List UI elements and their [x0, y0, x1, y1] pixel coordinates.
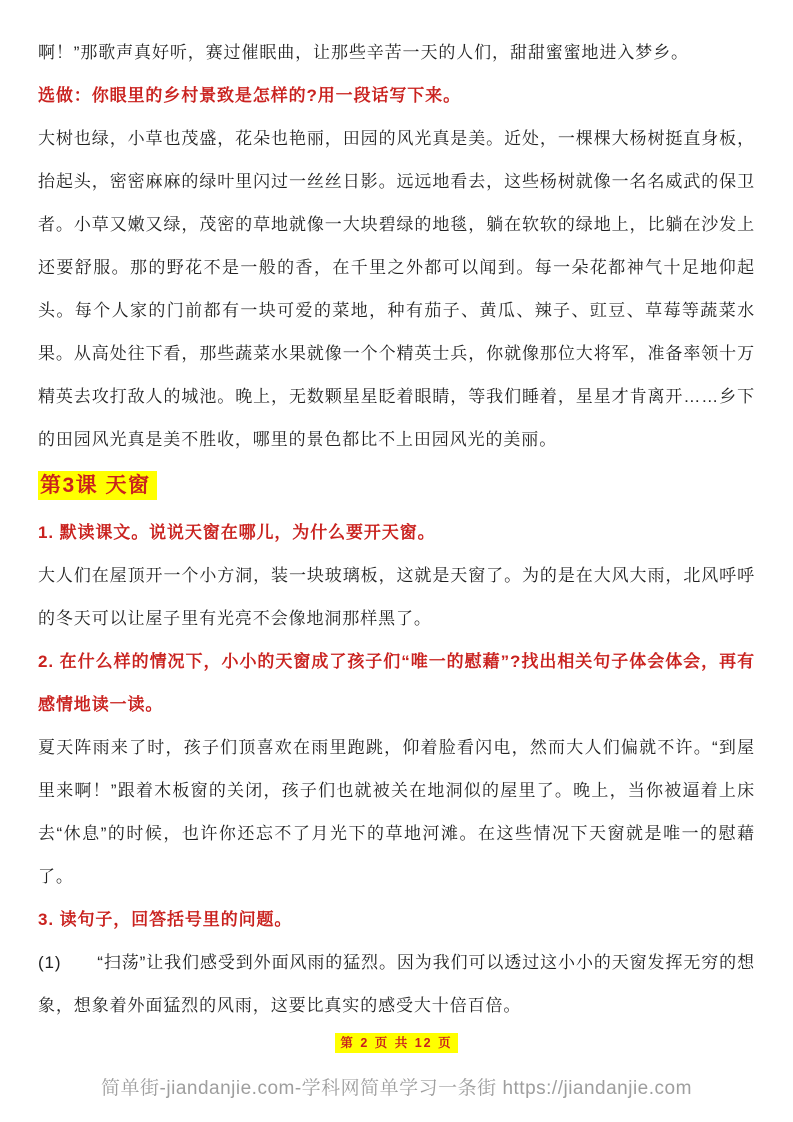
- answer-paragraph-skylight-where: 大人们在屋顶开一个小方洞，装一块玻璃板，这就是天窗了。为的是在大风大雨，北风呼呼的冬天可以让屋子里有光亮不会像地洞那样黑了。: [38, 566, 755, 628]
- question-optional-task: 选做：你眼里的乡村景致是怎样的?用一段话写下来。: [38, 86, 461, 105]
- lesson-header-row: [38, 463, 755, 510]
- answer-paragraph-song: 啊！”那歌声真好听，赛过催眠曲，让那些辛苦一天的人们，甜甜蜜蜜地进入梦乡。: [38, 43, 689, 62]
- page-number: 第 2 页 共 12 页: [335, 1033, 457, 1053]
- lesson-header: 第3课 天窗: [38, 471, 157, 500]
- question-3: 3. 读句子，回答括号里的问题。: [38, 910, 293, 929]
- question-1: 1. 默读课文。说说天窗在哪儿，为什么要开天窗。: [38, 523, 436, 542]
- page-footer-row: [0, 1033, 793, 1052]
- question-2: 2. 在什么样的情况下，小小的天窗成了孩子们“唯一的慰藉”?找出相关句子体会体会，再有感情地读一读。: [38, 652, 755, 714]
- answer-paragraph-countryside: 大树也绿，小草也茂盛，花朵也艳丽，田园的风光真是美。近处，一棵棵大杨树挺直身板，抬起头，密密麻麻的绿叶里闪过一丝丝日影。远远地看去，这些杨树就像一名名威武的保卫者。小草又嫩又绿，茂密的草地就像一大块碧绿的地毯，躺在软软的绿地上，比躺在沙发上还要舒服。那的野花不是一般的香，在千里之外都可以闻到。每一朵花都神气十足地仰起头。每个人家的门前都有一块可爱的菜地，种有茄子、黄瓜、辣子、豇豆、草莓等蔬菜水果。从高处往下看，那些蔬菜水果就像一个个精英士兵，你就像那位大将军，准备率领十万精英去攻打敌人的城池。晚上，无数颗星星眨着眼睛，等我们睡着，星星才肯离开……乡下的田园风光真是美不胜收，哪里的景色都比不上田园风光的美丽。: [38, 129, 755, 449]
- answer-paragraph-comfort: 夏天阵雨来了时，孩子们顶喜欢在雨里跑跳，仰着脸看闪电，然而大人们偏就不许。“到屋里来啊！”跟着木板窗的关闭，孩子们也就被关在地洞似的屋里了。晚上，当你被逼着上床去“休息”的时候，也许你还忘不了月光下的草地河滩。在这些情况下天窗就是唯一的慰藉了。: [38, 738, 755, 886]
- site-watermark: 简单街-jiandanjie.com-学科网简单学习一条街 https://jiandanjie.com: [101, 1078, 692, 1099]
- answer-paragraph-sweep: (1) “扫荡”让我们感受到外面风雨的猛烈。因为我们可以透过这小小的天窗发挥无穷的想象，想象着外面猛烈的风雨，这要比真实的感受大十倍百倍。: [38, 953, 755, 1015]
